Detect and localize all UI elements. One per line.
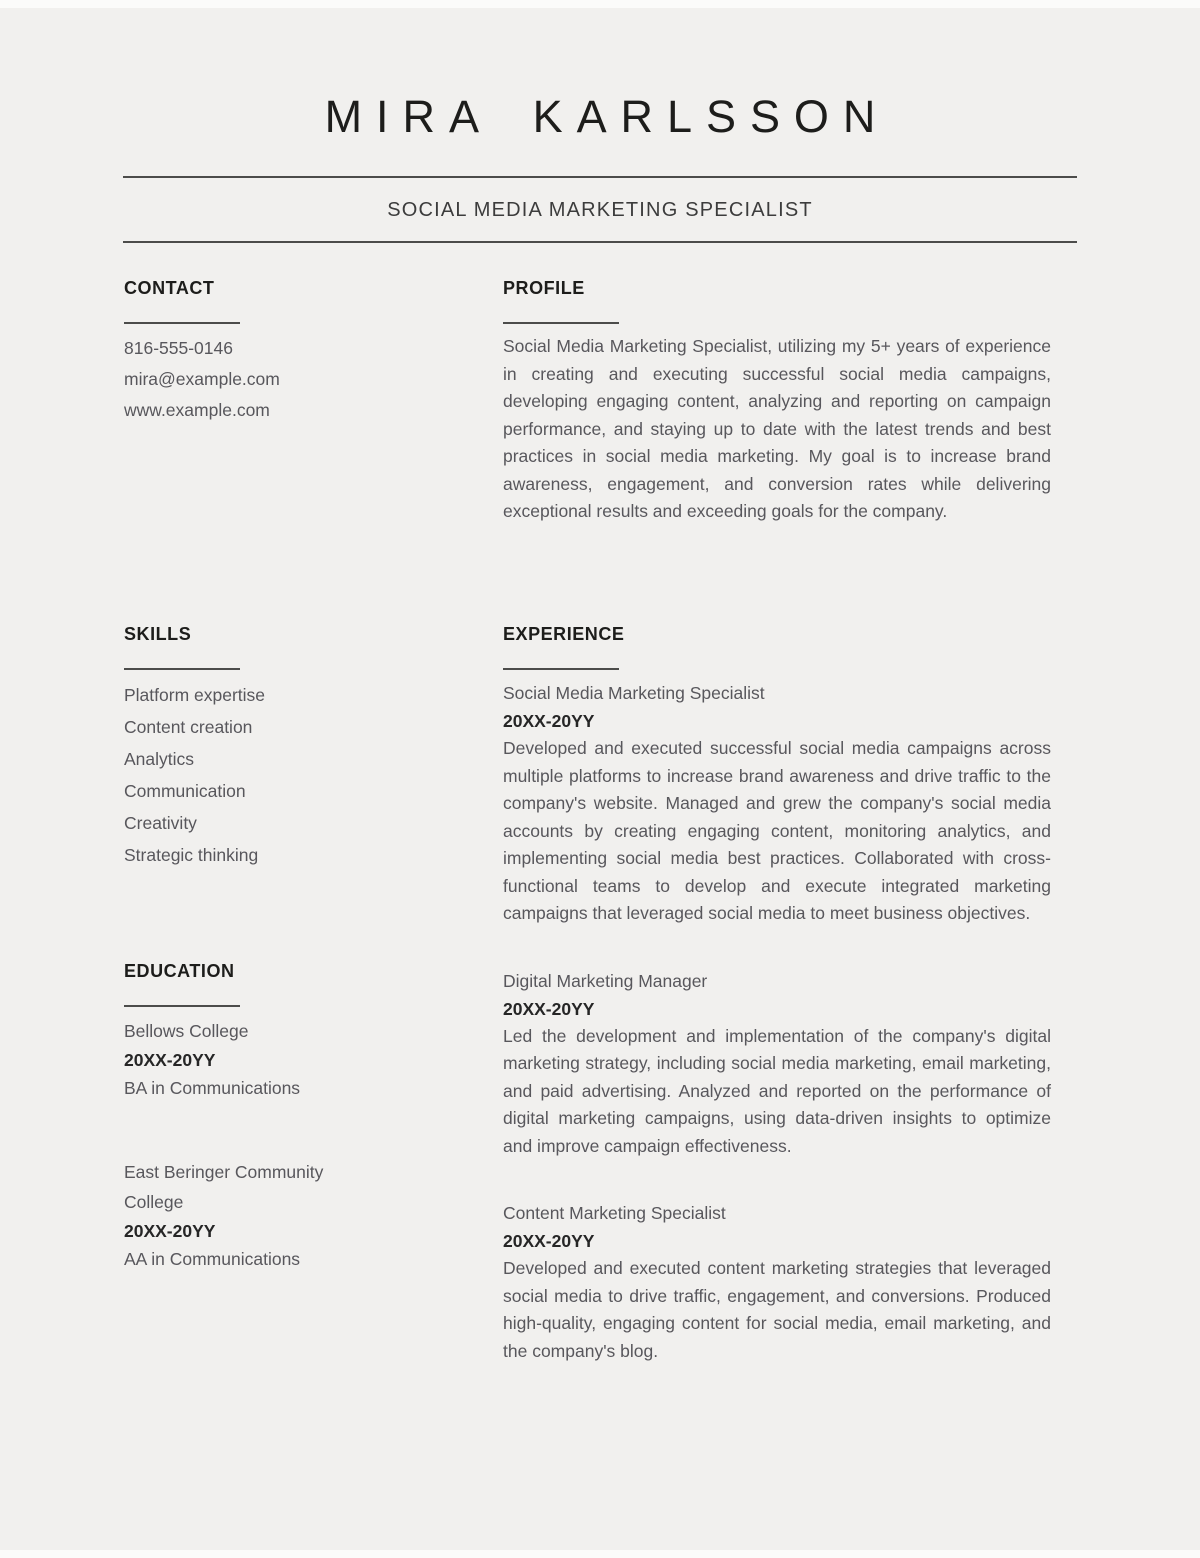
education-entry [124, 1157, 376, 1274]
experience-description: Developed and executed content marketing strategies that leveraged social media to drive traffic, engagement, and conversions. Produced high-quality, engaging content for social media, email marketing, and the company's blog. [503, 1258, 1051, 1361]
experience-section [503, 624, 1077, 1365]
education-section [124, 961, 376, 1274]
contact-heading-underline [124, 322, 240, 324]
contact-section [124, 278, 374, 426]
experience-description: Developed and executed successful social media campaigns across multiple platforms to increase brand awareness and drive traffic to the company's website. Managed and grew the company's social media accounts by creating engaging content, monitoring analytics, and implementing social media best practices. Collaborated with cross-functional teams to develop and execute integrated marketing campaigns that leveraged social media to meet business objectives. [503, 738, 1051, 923]
education-degree: BA in Communications [124, 1078, 301, 1098]
profile-heading-underline [503, 322, 619, 324]
profile-heading: PROFILE [503, 278, 585, 298]
experience-job-title: Social Media Marketing Specialist [503, 683, 765, 703]
education-school: East Beringer Community College [124, 1162, 324, 1212]
experience-entry [503, 967, 1077, 1161]
person-name: MIRA KARLSSON [324, 91, 890, 142]
skill-item: Strategic thinking [124, 845, 259, 865]
skill-item: Communication [124, 781, 246, 801]
education-dates: 20XX-20YY [124, 1221, 216, 1241]
contact-list [124, 333, 374, 426]
contact-website: www.example.com [124, 400, 270, 420]
skills-heading: SKILLS [124, 624, 192, 644]
experience-dates: 20XX-20YY [503, 998, 595, 1019]
education-heading: EDUCATION [124, 961, 235, 981]
skills-list [124, 679, 374, 871]
experience-dates: 20XX-20YY [503, 1231, 595, 1251]
profile-text: Social Media Marketing Specialist, utilizing my 5+ years of experience in creating and executing successful social media campaigns, developing engaging content, analyzing and reporting on campaign performance, and staying up to date with the latest trends and best practices in social media marketing. My goal is to increase brand awareness, engagement, and conversion rates while delivering exceptional results and exceeding goals for the company. [503, 336, 1051, 521]
experience-entry [503, 679, 1077, 928]
experience-heading-underline [503, 668, 619, 670]
skill-item: Analytics [124, 749, 195, 769]
job-title-heading: SOCIAL MEDIA MARKETING SPECIALIST [387, 198, 813, 221]
experience-heading: EXPERIENCE [503, 624, 625, 644]
education-entry [124, 1016, 376, 1103]
skills-section [124, 624, 374, 871]
education-dates: 20XX-20YY [124, 1050, 216, 1070]
contact-phone: 816-555-0146 [124, 338, 233, 358]
profile-section [503, 278, 1077, 526]
resume-page [0, 8, 1200, 1550]
contact-email: mira@example.com [124, 369, 280, 389]
header-divider-top [123, 176, 1077, 178]
education-degree: AA in Communications [124, 1249, 301, 1269]
resume-header [0, 8, 1200, 243]
skill-item: Platform expertise [124, 685, 266, 705]
skills-heading-underline [124, 668, 240, 670]
education-school: Bellows College [124, 1021, 249, 1041]
experience-description: Led the development and implementation of the company's digital marketing strategy, including social media marketing, email marketing, and paid advertising. Analyzed and reported on the performance of digital marketing campaigns, using data-driven insights to optimize and improve campaign effectiveness. [503, 1025, 1051, 1156]
skill-item: Content creation [124, 717, 253, 737]
contact-heading: CONTACT [124, 278, 215, 298]
experience-dates: 20XX-20YY [503, 711, 595, 731]
education-heading-underline [124, 1005, 240, 1007]
header-divider-bottom [123, 241, 1077, 243]
experience-job-title: Content Marketing Specialist [503, 1203, 726, 1223]
experience-entry [503, 1199, 1077, 1365]
experience-job-title: Digital Marketing Manager [503, 970, 708, 991]
skill-item: Creativity [124, 813, 197, 833]
